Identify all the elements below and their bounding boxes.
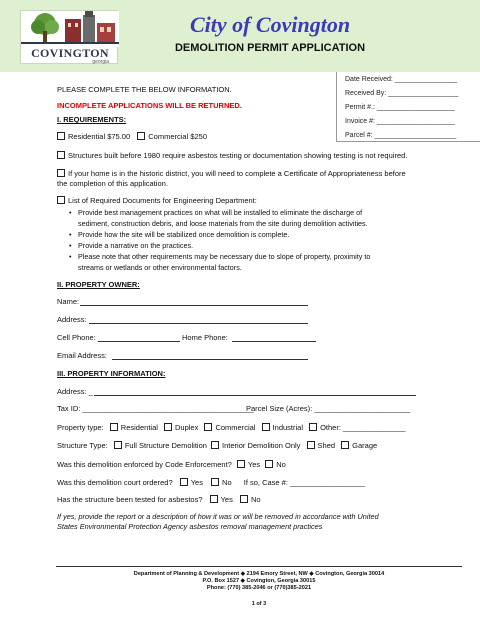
asbestos-requirement-checkbox[interactable]: [57, 151, 65, 159]
property-heading: III. PROPERTY INFORMATION:: [57, 369, 166, 378]
court-ordered-row: [57, 478, 365, 487]
owner-name-label: Name:: [57, 297, 80, 306]
code-enforcement-row: [57, 460, 286, 469]
owner-address-label: Address:: [57, 315, 87, 324]
documents-bullet-list: [69, 207, 428, 273]
court-no-label: No: [222, 478, 232, 487]
asbestos-note-line-2: States Environmental Protection Agency asbestos removal management practices: [57, 522, 323, 531]
court-yes-label: Yes: [190, 478, 203, 487]
structure-garage-checkbox[interactable]: [341, 441, 349, 449]
type-residential-label: Residential: [120, 423, 158, 432]
court-yes-checkbox[interactable]: [180, 478, 188, 486]
owner-heading: II. PROPERTY OWNER:: [57, 280, 140, 289]
city-logo: [20, 10, 118, 64]
historic-requirement-checkbox[interactable]: [57, 169, 65, 177]
property-type-label: Property type:: [57, 423, 104, 432]
footer-phone-line: Phone: (770) 385-2046 or (770)385-2021: [206, 585, 312, 591]
type-commercial-label: Commercial: [215, 423, 256, 432]
bullet-text: Provide a narrative on the practices.: [78, 241, 194, 250]
logo-art: [21, 11, 119, 47]
documents-requirement: [57, 196, 257, 205]
home-phone-field[interactable]: [232, 341, 316, 342]
asbestos-yes-label: Yes: [220, 495, 233, 504]
city-title: City of Covington: [189, 12, 351, 37]
code-no-label: No: [276, 460, 286, 469]
type-industrial-label: Industrial: [272, 423, 303, 432]
bullet-text: Provide best management practices on what will be installed to eliminate the discharge of: [78, 208, 363, 217]
date-received-field[interactable]: Date Received: ________________: [345, 76, 458, 83]
asbestos-requirement: [57, 151, 407, 160]
court-no-checkbox[interactable]: [211, 478, 219, 486]
property-address-field[interactable]: [94, 395, 416, 396]
owner-address-field[interactable]: [89, 323, 308, 324]
historic-requirement-label-2: the completion of this application.: [57, 179, 168, 188]
instruction-text: PLEASE COMPLETE THE BELOW INFORMATION.: [57, 85, 232, 94]
parcel-size-field[interactable]: Parcel Size (Acres): _______________________: [246, 404, 411, 413]
type-other-checkbox[interactable]: [309, 423, 317, 431]
tax-id-field[interactable]: Tax ID: _________________________________________: [57, 404, 254, 413]
historic-requirement: [57, 169, 406, 178]
documents-requirement-checkbox[interactable]: [57, 196, 65, 204]
documents-requirement-label: List of Required Documents for Engineering Department:: [68, 196, 257, 205]
court-ordered-question: Was this demolition court ordered?: [57, 478, 173, 487]
structure-type-row: [57, 441, 377, 450]
home-phone-label: Home Phone:: [182, 333, 228, 342]
residential-fee-label: Residential $75.00: [68, 132, 131, 141]
property-type-row: [57, 423, 406, 432]
footer-po-box-line: P.O. Box 1527 ◆ Covington, Georgia 30015: [202, 578, 316, 584]
fee-options: [57, 132, 207, 141]
warning-text: INCOMPLETE APPLICATIONS WILL BE RETURNED.: [57, 101, 242, 110]
case-number-field[interactable]: If so, Case #: __________________: [243, 478, 366, 487]
code-no-checkbox[interactable]: [265, 460, 273, 468]
cell-phone-label: Cell Phone:: [57, 333, 96, 342]
commercial-fee-label: Commercial $250: [148, 132, 208, 141]
property-address-label: Address: _: [57, 387, 93, 396]
type-duplex-label: Duplex: [175, 423, 199, 432]
owner-name-field[interactable]: [80, 305, 308, 306]
structure-full-label: Full Structure Demolition: [124, 441, 207, 450]
structure-full-checkbox[interactable]: [114, 441, 122, 449]
asbestos-tested-row: [57, 495, 261, 504]
residential-fee-checkbox[interactable]: [57, 132, 65, 140]
type-commercial-checkbox[interactable]: [204, 423, 212, 431]
structure-interior-label: Interior Demolition Only: [222, 441, 301, 450]
type-duplex-checkbox[interactable]: [164, 423, 172, 431]
bullet-text: Please note that other requirements may be necessary due to slope of property, proximity to: [78, 252, 371, 261]
asbestos-requirement-label: Structures built before 1980 require asbestos testing or documentation showing testing is not required.: [68, 151, 408, 160]
page-number: 1 of 3: [251, 601, 267, 607]
historic-requirement-label-1: If your home is in the historic district, you will need to complete a Certificate of Appropriateness before: [68, 169, 406, 178]
email-field[interactable]: [112, 359, 308, 360]
structure-interior-checkbox[interactable]: [211, 441, 219, 449]
bullet-item: • Provide best management practices on what will be installed to eliminate the discharge of sediment, construction debris, and loose materials from the site during demolition activities.: [69, 208, 368, 228]
code-enforcement-question: Was this demolition enforced by Code Enforcement?: [57, 460, 232, 469]
structure-shed-label: Shed: [317, 441, 336, 450]
permit-number-field[interactable]: Permit #.: ____________________: [345, 104, 455, 111]
type-residential-checkbox[interactable]: [110, 423, 118, 431]
type-industrial-checkbox[interactable]: [262, 423, 270, 431]
asbestos-no-label: No: [250, 495, 261, 504]
bullet-item: • Please note that other requirements may be necessary due to slope of property, proximity to streams or wetlands or other environmental factors.: [69, 252, 371, 272]
asbestos-note-line-1: If yes, provide the report or a description of how it was or will be removed in accordance with United: [57, 512, 379, 521]
received-by-field[interactable]: Received By: __________________: [345, 90, 459, 97]
footer-address-line: Department of Planning & Development ◆ 2194 Emory Street, NW ◆ Covington, Georgia 30014: [133, 571, 385, 577]
requirements-heading: I. REQUIREMENTS:: [57, 115, 127, 124]
asbestos-yes-checkbox[interactable]: [210, 495, 218, 503]
parcel-number-field[interactable]: Parcel #: _____________________: [345, 132, 457, 139]
code-yes-label: Yes: [247, 460, 261, 469]
bullet-text: streams or wetlands or other environmental factors.: [78, 263, 242, 272]
email-label: Email Address:: [57, 351, 108, 360]
form-title: DEMOLITION PERMIT APPLICATION: [174, 42, 366, 54]
type-other-field[interactable]: Other: _______________: [320, 423, 406, 432]
bullet-text: sediment, construction debris, and loose materials from the site during demolition activities.: [78, 219, 368, 228]
logo-wordmark: COVINGTON: [31, 46, 109, 60]
header-band: [0, 0, 480, 72]
asbestos-no-checkbox[interactable]: [240, 495, 248, 503]
bullet-text: Provide how the site will be stabilized once demolition is complete.: [78, 230, 290, 239]
commercial-fee-checkbox[interactable]: [137, 132, 145, 140]
structure-shed-checkbox[interactable]: [307, 441, 315, 449]
structure-garage-label: Garage: [352, 441, 378, 450]
structure-type-label: Structure Type:: [57, 441, 108, 450]
asbestos-tested-question: Has the structure been tested for asbestos?: [57, 495, 203, 504]
invoice-number-field[interactable]: Invoice #: ____________________: [345, 118, 455, 125]
code-yes-checkbox[interactable]: [237, 460, 245, 468]
cell-phone-field[interactable]: [98, 341, 180, 342]
bullet-item: • Provide how the site will be stabilized once demolition is complete.: [69, 230, 290, 239]
logo-state: georgia: [92, 59, 109, 65]
footer-divider: [56, 566, 462, 567]
asbestos-note: [57, 512, 437, 532]
bullet-item: • Provide a narrative on the practices.: [69, 241, 194, 250]
office-use-box: [336, 72, 480, 142]
